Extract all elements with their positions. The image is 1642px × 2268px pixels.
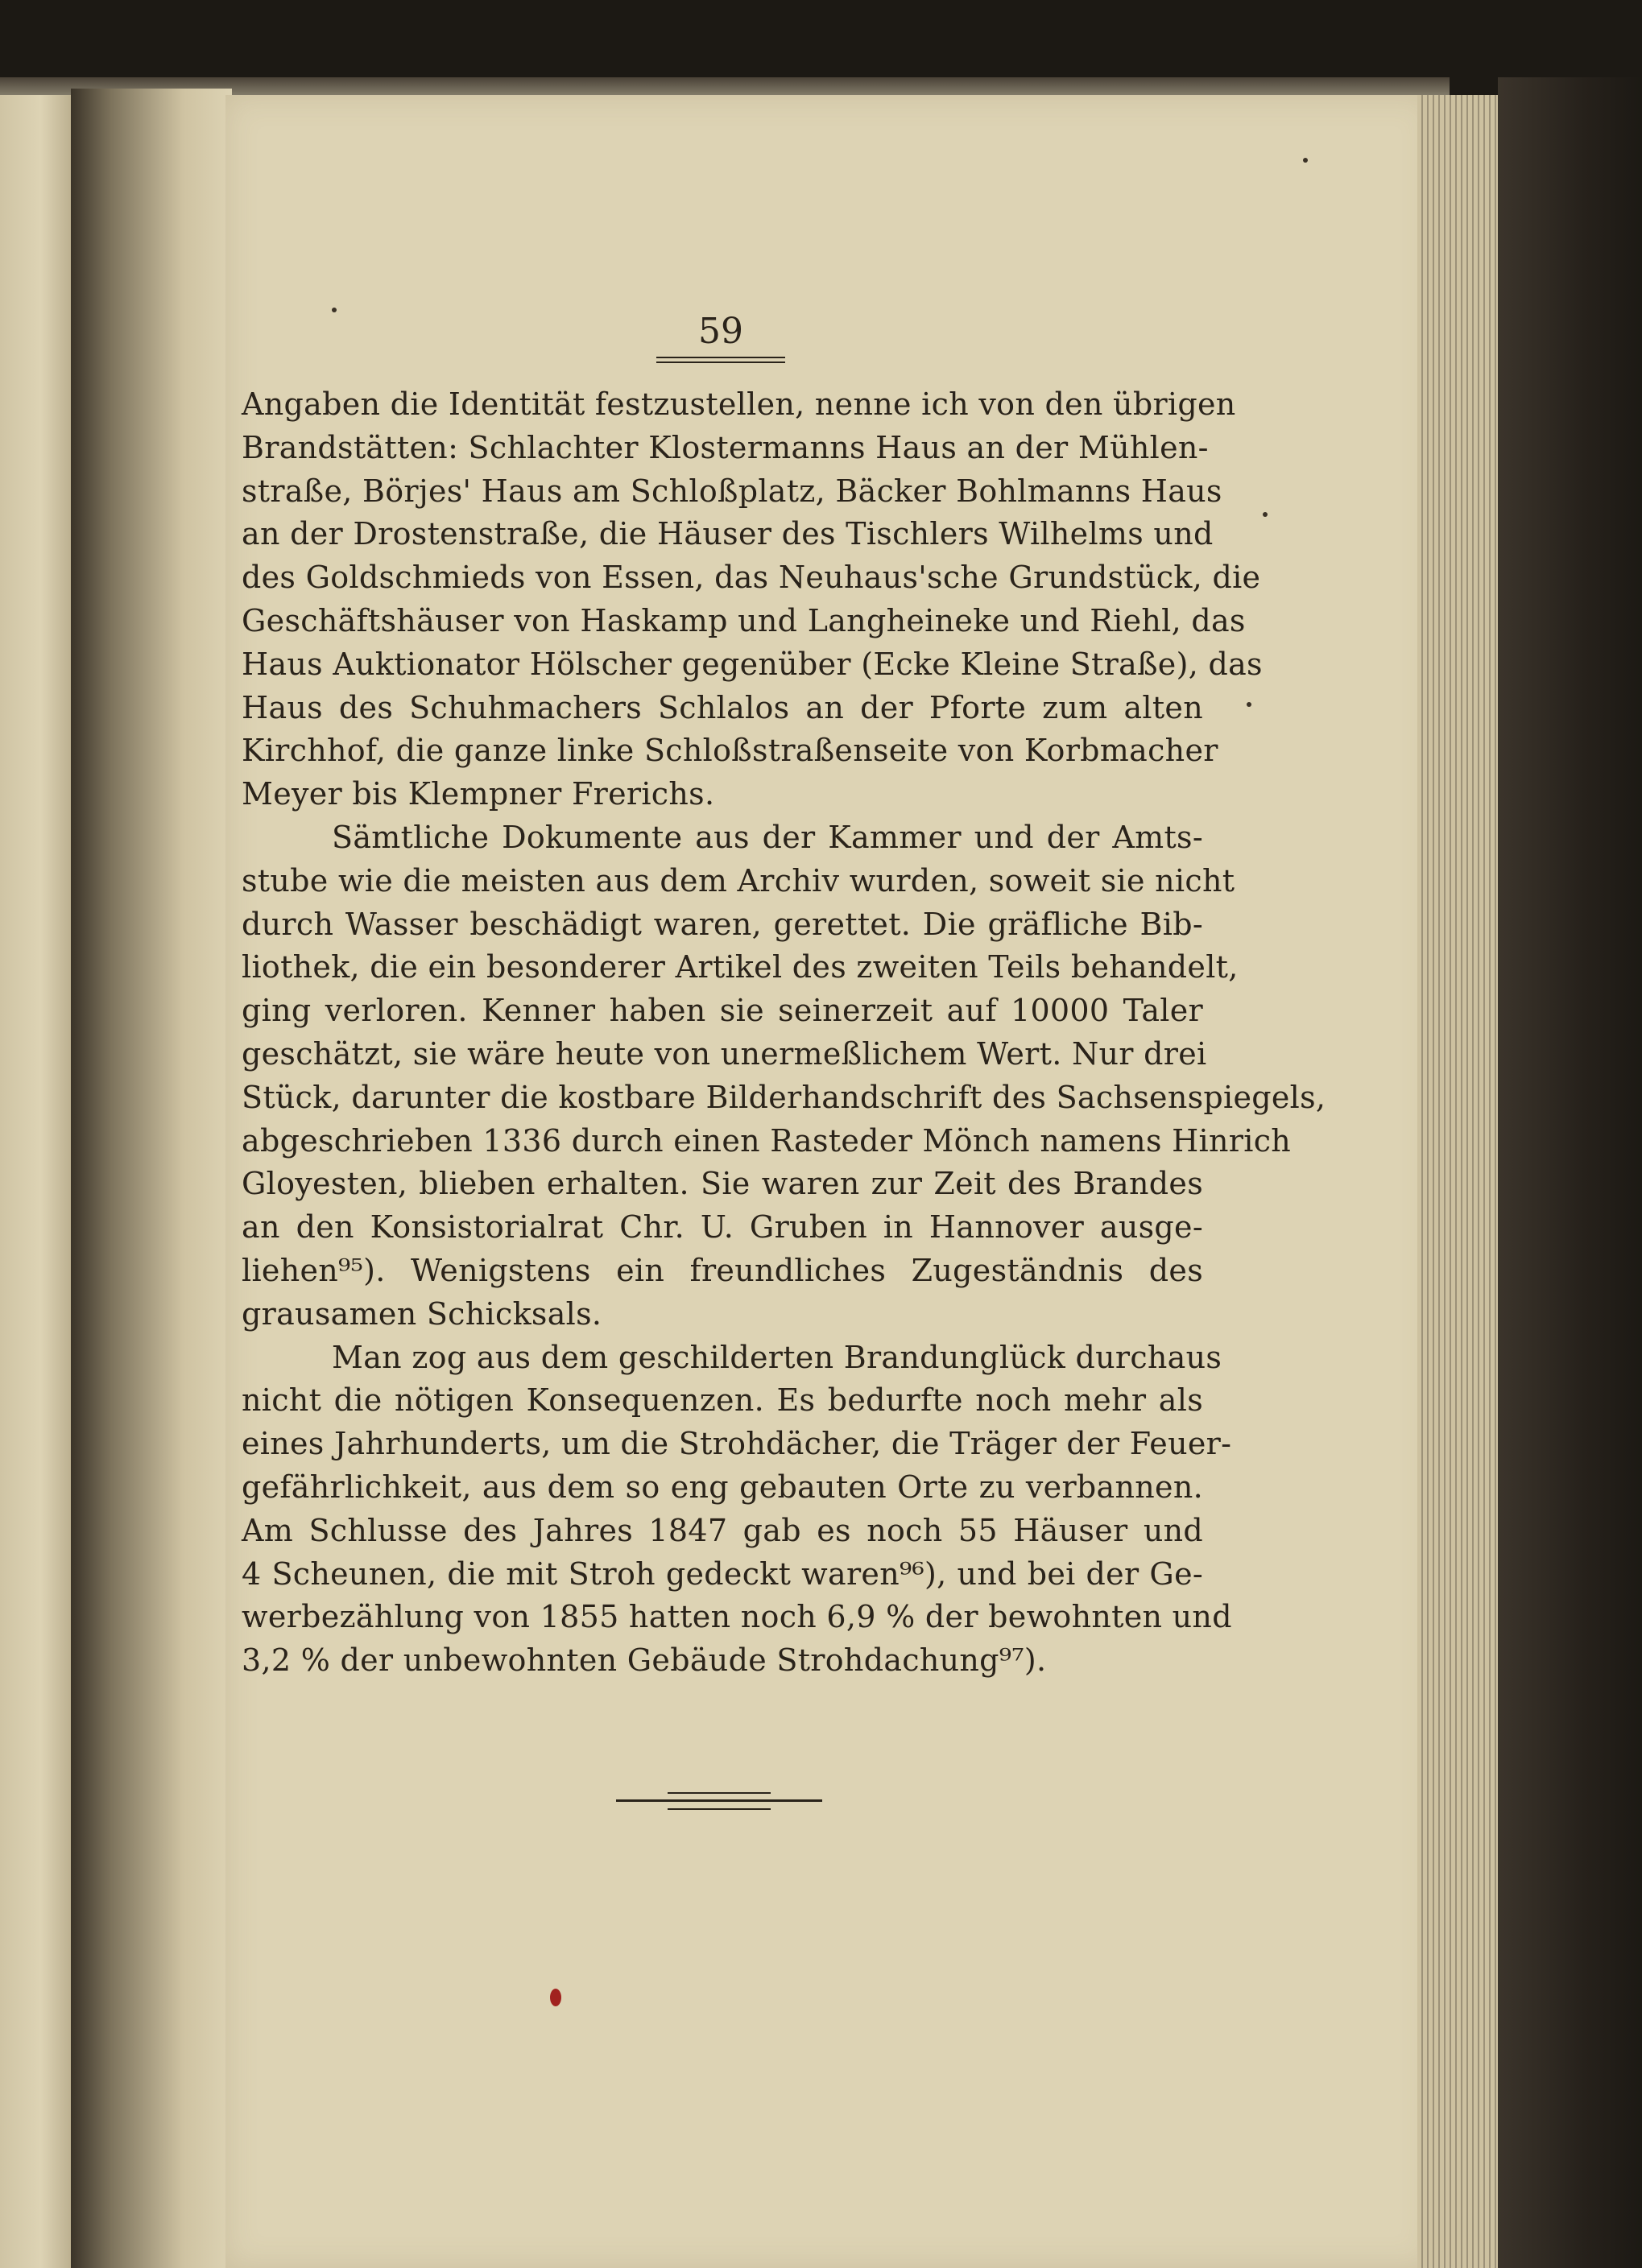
book-cover [1498, 77, 1642, 2268]
text-line: Brandstätten: Schlachter Klostermanns Haus an der Mühlen- [242, 429, 1209, 465]
text-line: stube wie die meisten aus dem Archiv wurden, soweit sie nicht [242, 862, 1235, 899]
text-line: Gloyesten, blieben erhalten. Sie waren zur Zeit des Brandes [242, 1166, 1203, 1202]
left-page-edge [0, 95, 74, 2268]
text-line: Kirchhof, die ganze linke Schloßstraßenseite von Korbmacher [242, 733, 1218, 769]
paper-speck [1303, 158, 1308, 163]
text-line: Stück, darunter die kostbare Bilderhandschrift des Sachsenspiegels, [242, 1079, 1326, 1115]
text-line: Angaben die Identität festzustellen, nenne ich von den übrigen [242, 386, 1236, 422]
book-gutter [71, 89, 232, 2268]
ornament-rule [668, 1808, 771, 1810]
page-number-block [656, 309, 785, 363]
text-line: Am Schlusse des Jahres 1847 gab es noch 55 Häuser und [242, 1512, 1203, 1548]
text-line: an der Drostenstraße, die Häuser des Tischlers Wilhelms und [242, 516, 1214, 552]
paper-speck [1263, 512, 1268, 517]
text-line: geschätzt, sie wäre heute von unermeßlichem Wert. Nur drei [242, 1035, 1207, 1072]
text-line: gefährlichkeit, aus dem so eng gebauten Orte zu verbannen. [242, 1469, 1203, 1505]
end-ornament [616, 1792, 822, 1816]
paper-speck [1247, 702, 1251, 707]
text-line: straße, Börjes' Haus am Schloßplatz, Bäcker Bohlmanns Haus [242, 473, 1222, 509]
page-number-rule [656, 361, 785, 363]
page-number: 59 [698, 311, 743, 352]
ornament-rule [616, 1799, 822, 1802]
text-line: an den Konsistorialrat Chr. U. Gruben in Hannover ausge- [242, 1209, 1203, 1246]
text-line: werbezählung von 1855 hatten noch 6,9 % der bewohnten und [242, 1599, 1232, 1635]
text-line: liehen⁹⁵). Wenigstens ein freundliches Zugeständnis des [242, 1252, 1203, 1288]
text-line: ging verloren. Kenner haben sie seinerzeit auf 10000 Taler [242, 993, 1203, 1029]
text-line: abgeschrieben 1336 durch einen Rasteder Mönch namens Hinrich [242, 1122, 1292, 1159]
text-line: nicht die nötigen Konsequenzen. Es bedurfte noch mehr als [242, 1382, 1203, 1419]
text-line: grausamen Schicksals. [242, 1295, 602, 1332]
text-line: Haus Auktionator Hölscher gegenüber (Ecke Kleine Straße), das [242, 646, 1263, 682]
text-line: Meyer bis Klempner Frerichs. [242, 776, 715, 812]
text-line: Man zog aus dem geschilderten Brandunglück durchaus [332, 1339, 1222, 1375]
text-line: durch Wasser beschädigt waren, gerettet. Die gräfliche Bib- [242, 906, 1203, 942]
text-line: des Goldschmieds von Essen, das Neuhaus'sche Grundstück, die [242, 560, 1261, 596]
text-line: 3,2 % der unbewohnten Gebäude Strohdachung⁹⁷). [242, 1642, 1047, 1679]
page-number-rule [656, 357, 785, 358]
paper-speck [332, 308, 337, 312]
text-line: Geschäftshäuser von Haskamp und Langheineke und Riehl, das [242, 602, 1246, 638]
text-line: eines Jahrhunderts, um die Strohdächer, die Träger der Feuer- [242, 1426, 1232, 1462]
red-ink-spot [550, 1989, 561, 2006]
text-line: Haus des Schuhmachers Schlalos an der Pforte zum alten [242, 689, 1203, 725]
body-text [242, 383, 1326, 1683]
ornament-rule [668, 1792, 771, 1794]
text-line: Sämtliche Dokumente aus der Kammer und der Amts- [332, 819, 1203, 855]
text-line: liothek, die ein besonderer Artikel des zweiten Teils behandelt, [242, 949, 1239, 985]
text-line: 4 Scheunen, die mit Stroh gedeckt waren⁹⁶), und bei der Ge- [242, 1555, 1203, 1592]
